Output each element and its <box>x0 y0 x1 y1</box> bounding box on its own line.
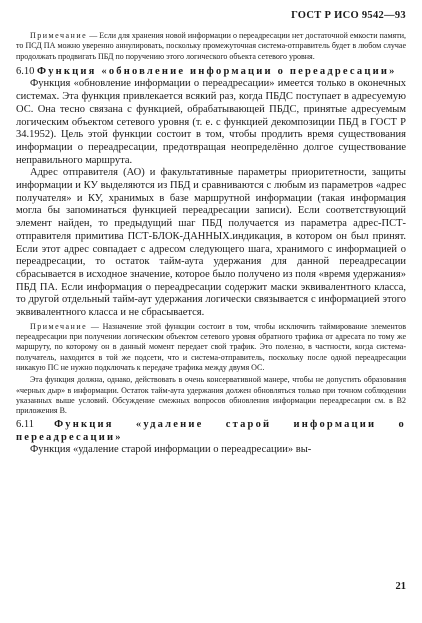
section-title: Функция «удаление старой информации о переадресации» <box>16 419 406 443</box>
note-lead: Примечание <box>30 321 88 331</box>
section-number: 6.11 <box>16 419 34 431</box>
small-paragraph: Эта функция должна, однако, действовать в очень консервативной манере, чтобы не допустить образования «черных дыр» в информации. Остаток тайм-аута удержания должен обновляться только при точном соблюдении указанных выше условий. Обсуждение смежных вопросов обновления информации переадресации см. в В2 приложения В. <box>16 375 406 416</box>
body-paragraph: Функция «удаление старой информации о переадресации» вы- <box>30 444 312 456</box>
section-title: Функция «обновление информации о переадресации» <box>37 65 397 77</box>
body-paragraph: Функция «обновление информации о переадресации» имеется только в оконечных системах. Эта функция привлекается всякий раз, когда ПБДС поступает в адресуемую ОС. Она тесно связана с функцией, обрабатывающей ПБДС, принятые адресуемым логическим объектом сетевого уровня (т. е. с функцией декомпозиции ПБД в ГОСТ Р 34.1952). Цель этой функции состоит в том, чтобы продлить время существования информации о переадресации, предотвращая неопределённо долгое существование неправильного маршрута. <box>16 78 406 166</box>
note-text: — Если для хранения новой информации о переадресации нет достаточной емкости памяти, то ПСД ПА можно уверенно аннулировать, поскольку промежуточная система-отправитель будет в любом случае продолжать продвигать ПБД по поручению этого логического объекта сетевого уровня. <box>16 31 406 61</box>
body-paragraph: Адрес отправителя (АО) и факультативные параметры приоритетности, защиты информации и КУ выделяются из ПБД и сравниваются с любым из параметров «адрес получателя» и КУ, хранимых в базе маршрутной информации (такая информация могла бы запоминаться функцией переадресации записи). Если соответствующий элемент найден, то предыдущий шаг ПБД получается из параметра адрес-ПСТ-отправителя примитива ПСТ-БЛОК-ДАННЫХ.индикация, в котором он был принят. Если этот адрес совпадает с адресом следующего шага, хранимого с информацией о переадресации, то остаток тайм-аута удержания для данной переадресации сбрасывается в исходное значение, которое было получено из поля «время удержания» ПБД ПА. Если информация о переадресации содержит маски эквивалентного класса, то другой отдельный тайм-аут удержания логически связывается с информацией этого эквивалентного класса и не сбрасывается. <box>16 167 406 319</box>
note-text: — Назначение этой функции состоит в том, чтобы исключить таймирование элементов переадресации при получении логическим объектом сетевого уровня обратного трафика от адресата по тому же маршруту, по которому он в данный момент передает свой трафик. Это полезно, в частности, когда система-получатель, находится в той же подсети, что и система-отправитель, поскольку после одной переадресации никакую ПС не нужно подключать к передаче трафика между двумя ОС. <box>16 321 406 372</box>
note-paragraph <box>16 31 406 62</box>
page-content <box>16 31 406 457</box>
section-heading-6-11 <box>16 419 406 444</box>
note-lead: Примечание <box>30 31 88 40</box>
section-number: 6.10 <box>16 65 35 77</box>
page-number: 21 <box>395 581 406 592</box>
note-paragraph <box>16 322 406 373</box>
document-header: ГОСТ Р ИСО 9542—93 <box>291 10 406 21</box>
section-heading-6-10 <box>16 66 406 79</box>
